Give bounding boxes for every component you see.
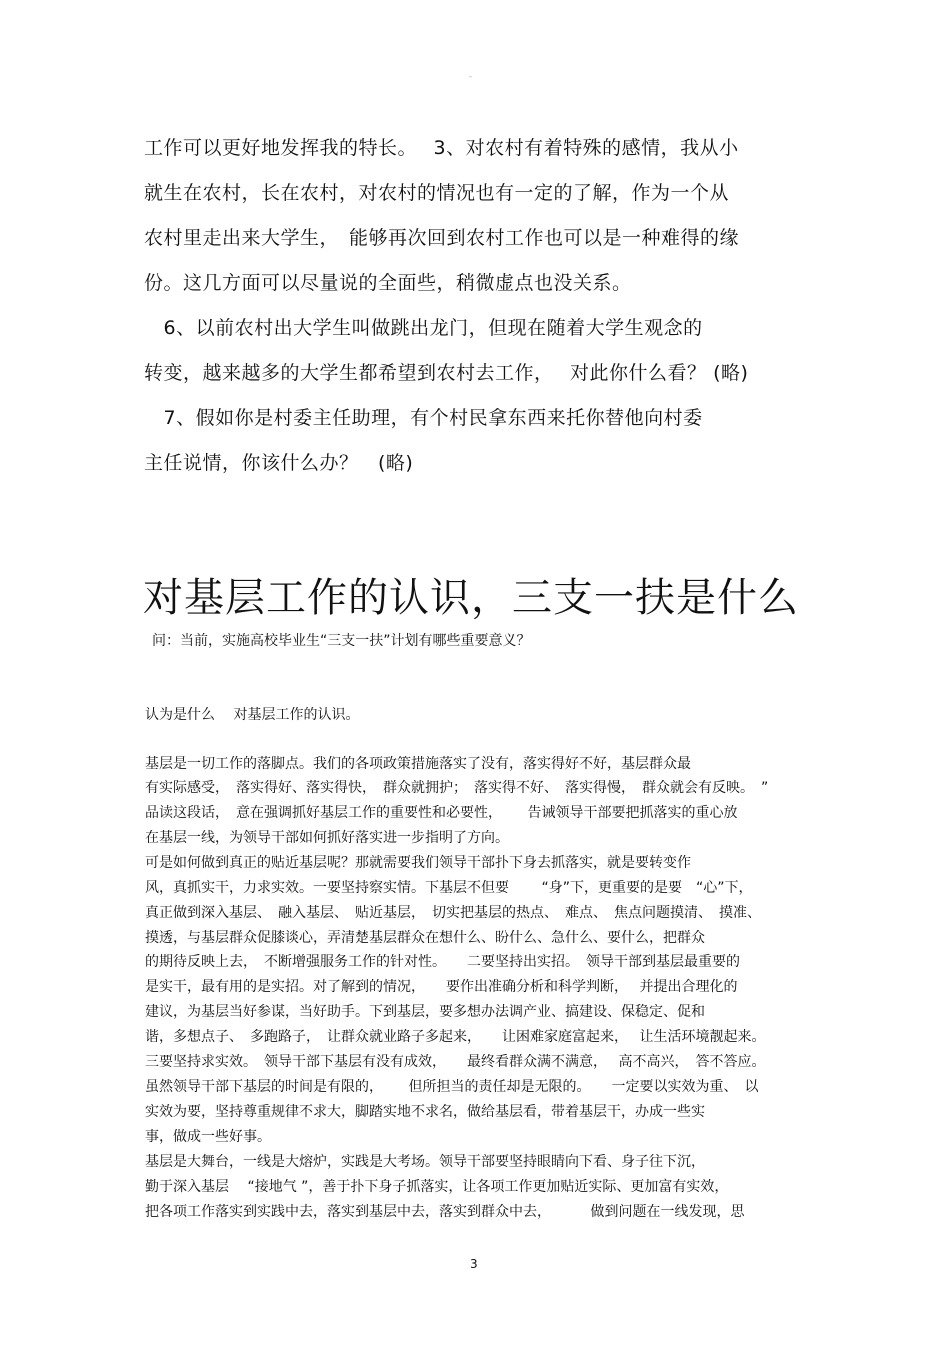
body-line: 在基层一线，为领导干部如何抓好落实进一步指明了方向。	[145, 830, 509, 846]
question-line: 问：当前，实施高校毕业生“三支一扶”计划有哪些重要意义？	[152, 633, 531, 649]
body-line: 的期待反映上去， 不断增强服务工作的针对性。 二要坚持出实招。 领导干部到基层最重要的	[145, 954, 740, 970]
body-line: 真正做到深入基层、 融入基层、 贴近基层， 切实把基层的热点、 难点、 焦点问题摸清、 摸准、	[145, 905, 761, 921]
body-line: 把各项工作落实到实践中去，落实到基层中去，落实到群众中去， 做到问题在一线发现，思	[145, 1204, 745, 1220]
body-line: 可是如何做到真正的贴近基层呢？那就需要我们领导干部扑下身去抓落实，就是要转变作	[145, 855, 691, 871]
intro-line: 主任说情，你该什么办？ (略)	[144, 452, 414, 474]
body-line: 事，做成一些好事。	[145, 1129, 271, 1145]
body-line: 有实际感受， 落实得好、落实得快， 群众就拥护； 落实得不好、 落实得慢， 群众就会有反映。 ”	[145, 780, 769, 796]
intro-line: 农村里走出来大学生， 能够再次回到农村工作也可以是一种难得的缘	[144, 227, 740, 249]
body-line: 建议，为基层当好参谋，当好助手。下到基层，要多想办法调产业、搞建设、保稳定、促和	[145, 1004, 705, 1020]
body-line: 是实干，最有用的是实招。对了解到的情况， 要作出准确分析和科学判断， 并提出合理化的	[145, 979, 738, 995]
body-line: 勤于深入基层 “接地气 ”，善于扑下身子抓落实，让各项工作更加贴近实际、更加富有实效，	[145, 1179, 729, 1195]
body-line: 虽然领导干部下基层的时间是有限的， 但所担当的责任却是无限的。 一定要以实效为重、 以	[145, 1079, 759, 1095]
body-line: 品读这段话， 意在强调抓好基层工作的重要性和必要性， 告诫领导干部要把抓落实的重心放	[145, 805, 738, 821]
body-line: 基层是一切工作的落脚点。我们的各项政策措施落实了没有，落实得好不好，基层群众最	[145, 756, 691, 772]
header-mark: -	[469, 72, 472, 81]
subheading: 认为是什么 对基层工作的认识。	[145, 707, 360, 723]
page-number: 3	[470, 1257, 478, 1271]
section-title: 对基层工作的认识，三支一扶是什么	[143, 575, 799, 621]
intro-line: 就生在农村，长在农村，对农村的情况也有一定的了解，作为一个从	[144, 182, 730, 204]
intro-line: 份。这几方面可以尽量说的全面些，稍微虚点也没关系。	[144, 272, 632, 294]
body-line: 三要坚持求实效。 领导干部下基层有没有成效， 最终看群众满不满意， 高不高兴， 答不答应。	[145, 1054, 766, 1070]
intro-line: 转变，越来越多的大学生都希望到农村去工作， 对此你什么看？ (略)	[144, 362, 749, 384]
intro-line: 6、以前农村出大学生叫做跳出龙门，但现在随着大学生观念的	[144, 317, 703, 339]
body-line: 谐，多想点子、 多跑路子， 让群众就业路子多起来， 让困难家庭富起来， 让生活环境靓起来。	[145, 1029, 766, 1045]
intro-line: 工作可以更好地发挥我的特长。 3、对农村有着特殊的感情，我从小	[144, 137, 739, 159]
intro-line: 7、假如你是村委主任助理，有个村民拿东西来托你替他向村委	[144, 407, 703, 429]
body-line: 基层是大舞台，一线是大熔炉，实践是大考场。领导干部要坚持眼睛向下看、身子往下沉，	[145, 1154, 705, 1170]
body-line: 实效为要，坚持尊重规律不求大，脚踏实地不求名，做给基层看，带着基层干，办成一些实	[145, 1104, 705, 1120]
body-line: 摸透，与基层群众促膝谈心，弄清楚基层群众在想什么、盼什么、急什么、要什么，把群众	[145, 930, 705, 946]
body-line: 风，真抓实干，力求实效。一要坚持察实情。下基层不但要 “身”下，更重要的是要 “心”下，	[145, 880, 753, 896]
